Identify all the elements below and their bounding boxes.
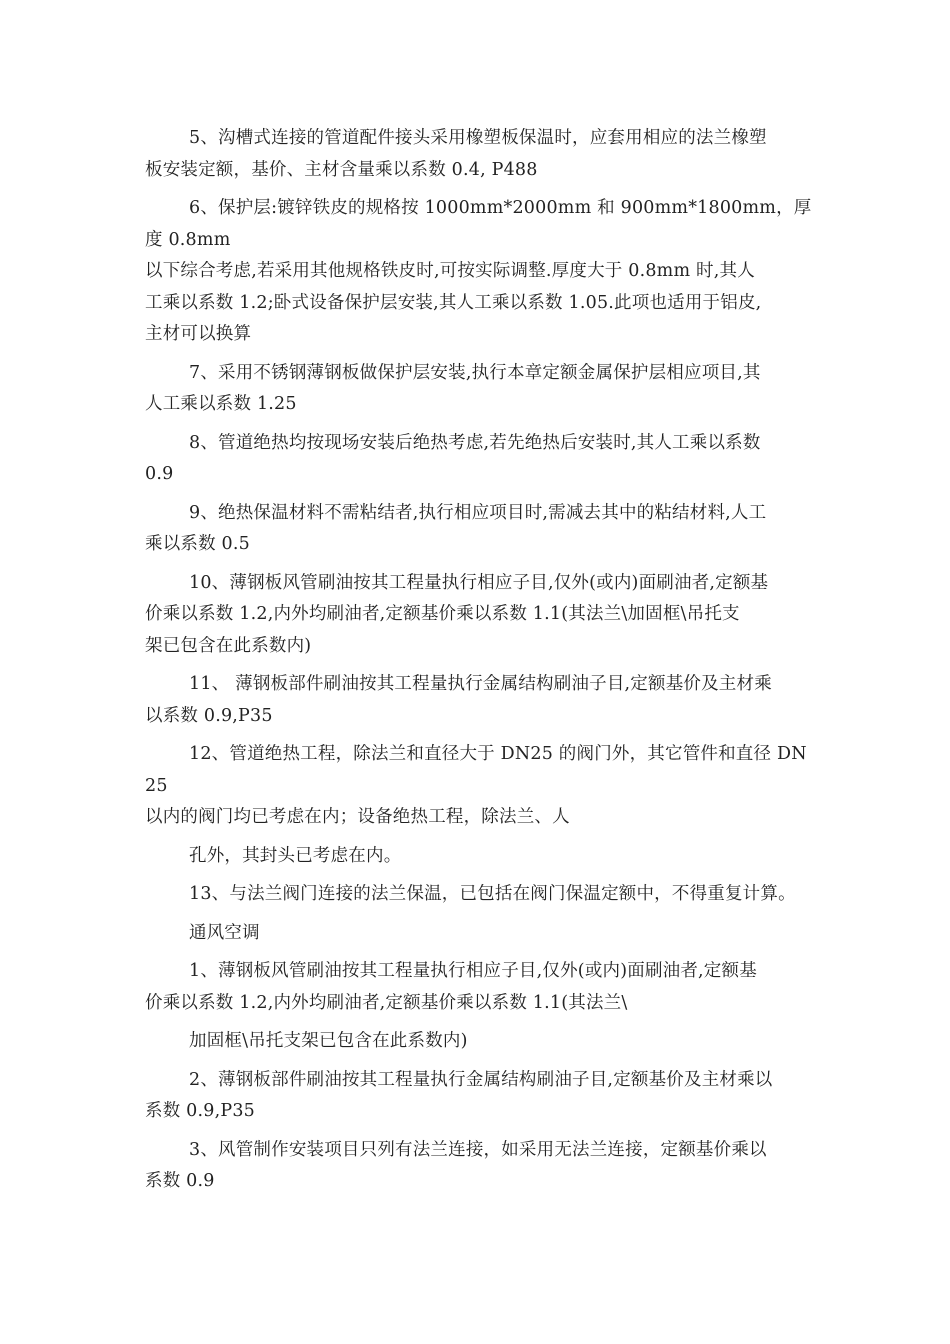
paragraph-5 [145, 123, 815, 186]
text-line: 价乘以系数 1.2,内外均刷油者,定额基价乘以系数 1.1(其法兰\加固框\吊托支 [145, 604, 740, 624]
paragraph-7 [145, 358, 815, 421]
paragraph-13 [145, 879, 815, 911]
paragraph-10 [145, 568, 815, 663]
text-line: 系数 0.9 [145, 1171, 215, 1191]
text-line: 主材可以换算 [145, 324, 252, 344]
section-heading: 通风空调 [189, 922, 260, 943]
paragraph-hvac-3 [145, 1135, 815, 1198]
text-line: 9、绝热保温材料不需粘结者,执行相应项目时,需减去其中的粘结材料,人工 [189, 502, 767, 523]
text-line: 6、保护层:镀锌铁皮的规格按 1000mm*2000mm 和 900mm*1800mm，厚度 0.8mm [145, 198, 812, 250]
paragraph-11 [145, 669, 815, 732]
text-line: 乘以系数 0.5 [145, 534, 250, 554]
text-line: 板安装定额，基价、主材含量乘以系数 0.4, P488 [145, 159, 538, 180]
text-line: 孔外，其封头已考虑在内。 [189, 845, 402, 866]
text-line: 架已包含在此系数内) [145, 635, 312, 656]
text-line: 工乘以系数 1.2;卧式设备保护层安装,其人工乘以系数 1.05.此项也适用于铝皮, [145, 292, 762, 313]
paragraph-hvac-2 [145, 1065, 815, 1128]
section-heading-ventilation [145, 918, 815, 950]
text-line: 0.9 [145, 464, 174, 484]
text-line: 3、风管制作安装项目只列有法兰连接，如采用无法兰连接，定额基价乘以 [189, 1139, 767, 1160]
paragraph-8 [145, 428, 815, 491]
paragraph-hvac-1-continued [145, 1026, 815, 1058]
paragraph-6 [145, 193, 815, 351]
text-line: 8、管道绝热均按现场安装后绝热考虑,若先绝热后安装时,其人工乘以系数 [189, 432, 761, 453]
text-line: 10、薄钢板风管刷油按其工程量执行相应子目,仅外(或内)面刷油者,定额基 [189, 572, 769, 593]
text-line: 11、 薄钢板部件刷油按其工程量执行金属结构刷油子目,定额基价及主材乘 [189, 674, 772, 694]
text-line: 7、采用不锈钢薄钢板做保护层安装,执行本章定额金属保护层相应项目,其 [189, 362, 761, 383]
text-line: 价乘以系数 1.2,内外均刷油者,定额基价乘以系数 1.1(其法兰\ [145, 992, 628, 1013]
text-line: 5、沟槽式连接的管道配件接头采用橡塑板保温时，应套用相应的法兰橡塑 [189, 128, 767, 148]
text-line: 1、薄钢板风管刷油按其工程量执行相应子目,仅外(或内)面刷油者,定额基 [189, 961, 757, 981]
text-line: 系数 0.9,P35 [145, 1101, 255, 1121]
paragraph-12-continued [145, 841, 815, 873]
paragraph-12 [145, 739, 815, 834]
text-line: 12、管道绝热工程，除法兰和直径大于 DN25 的阀门外，其它管件和直径 DN25 [145, 744, 807, 796]
text-line: 以内的阀门均已考虑在内；设备绝热工程，除法兰、人 [145, 807, 570, 827]
document-body [145, 123, 815, 1205]
text-line: 以系数 0.9,P35 [145, 705, 273, 726]
text-line: 13、与法兰阀门连接的法兰保温，已包括在阀门保温定额中，不得重复计算。 [189, 884, 796, 904]
paragraph-9 [145, 498, 815, 561]
text-line: 人工乘以系数 1.25 [145, 394, 297, 414]
text-line: 加固框\吊托支架已包含在此系数内) [189, 1031, 468, 1051]
paragraph-hvac-1 [145, 956, 815, 1019]
text-line: 以下综合考虑,若采用其他规格铁皮时,可按实际调整.厚度大于 0.8mm 时,其人 [145, 261, 755, 281]
text-line: 2、薄钢板部件刷油按其工程量执行金属结构刷油子目,定额基价及主材乘以 [189, 1069, 773, 1090]
